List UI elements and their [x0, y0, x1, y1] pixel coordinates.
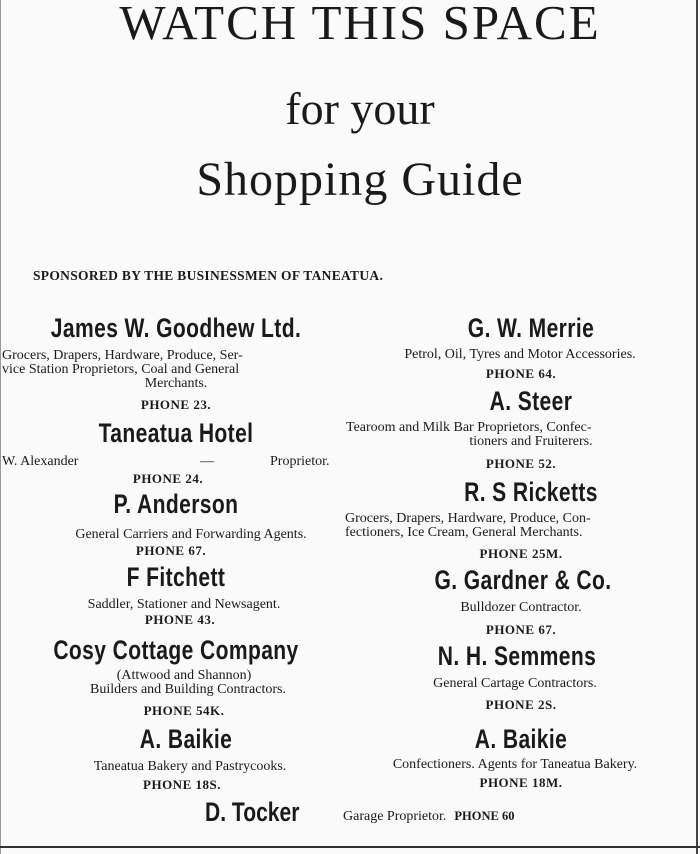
- phone-cosy-cottage: PHONE 54K.: [143, 703, 225, 718]
- business-desc-hotel-role: Proprietor.: [270, 454, 330, 469]
- business-desc-ricketts-1: Grocers, Drapers, Hardware, Produce, Con-: [345, 511, 591, 526]
- headline-watch-this-space: WATCH THIS SPACE: [119, 0, 601, 50]
- business-desc-tocker: [343, 809, 515, 825]
- phone-merrie: PHONE 64.: [485, 366, 557, 381]
- business-desc-gardner: Bulldozer Contractor.: [460, 600, 582, 615]
- phone-semmens: PHONE 2S.: [485, 697, 557, 712]
- business-name-gardner: G. Gardner & Co.: [434, 565, 612, 595]
- business-name-goodhew: James W. Goodhew Ltd.: [50, 313, 302, 343]
- business-desc-ricketts-2: fectioners, Ice Cream, General Merchants.: [345, 525, 583, 540]
- phone-fitchett: PHONE 43.: [144, 612, 216, 627]
- bottom-border-rule: [0, 846, 700, 848]
- business-desc-hotel-dash: —: [200, 454, 214, 469]
- business-desc-baikie-left: Taneatua Bakery and Pastrycooks.: [93, 759, 287, 774]
- phone-tocker: PHONE 60: [454, 809, 515, 823]
- phone-gardner: PHONE 67.: [485, 622, 557, 637]
- business-name-ricketts: R. S Ricketts: [464, 477, 598, 507]
- business-desc-tocker-text: Garage Proprietor.: [343, 809, 447, 824]
- business-desc-steer-2: tioners and Fruiterers.: [469, 434, 593, 449]
- phone-hotel: PHONE 24.: [132, 471, 204, 486]
- phone-steer: PHONE 52.: [485, 456, 557, 471]
- business-desc-semmens: General Cartage Contractors.: [433, 676, 597, 691]
- business-desc-anderson: General Carriers and Forwarding Agents.: [75, 527, 307, 542]
- business-name-taneatua-hotel: Taneatua Hotel: [98, 418, 254, 448]
- business-name-anderson: P. Anderson: [113, 489, 239, 519]
- business-desc-fitchett: Saddler, Stationer and Newsagent.: [87, 597, 281, 612]
- headline-shopping-guide: Shopping Guide: [196, 153, 524, 206]
- business-desc-merrie: Petrol, Oil, Tyres and Motor Accessories.: [404, 347, 636, 362]
- business-name-baikie-left: A. Baikie: [139, 724, 233, 754]
- business-desc-goodhew-1: Grocers, Drapers, Hardware, Produce, Ser-: [2, 348, 243, 363]
- business-desc-cosy-cottage-2: Builders and Building Contractors.: [90, 682, 286, 697]
- business-name-baikie-right: A. Baikie: [474, 724, 568, 754]
- business-desc-steer-1: Tearoom and Milk Bar Proprietors, Confec-: [346, 420, 592, 435]
- business-name-cosy-cottage: Cosy Cottage Company: [53, 635, 299, 665]
- left-border-rule: [0, 0, 1, 854]
- business-name-steer: A. Steer: [489, 386, 573, 416]
- phone-baikie-right: PHONE 18M.: [479, 775, 563, 790]
- phone-goodhew: PHONE 23.: [140, 397, 212, 412]
- business-name-merrie: G. W. Merrie: [467, 313, 595, 343]
- business-desc-goodhew-2: vice Station Proprietors, Coal and General: [2, 362, 240, 377]
- phone-ricketts: PHONE 25M.: [479, 546, 563, 561]
- sponsor-line: SPONSORED BY THE BUSINESSMEN OF TANEATUA.: [33, 268, 384, 283]
- business-name-fitchett: F Fitchett: [126, 562, 226, 592]
- business-name-semmens: N. H. Semmens: [437, 641, 597, 671]
- business-desc-goodhew-3: Merchants.: [144, 376, 208, 391]
- phone-anderson: PHONE 67.: [135, 543, 207, 558]
- phone-baikie-left: PHONE 18S.: [143, 777, 221, 792]
- business-name-tocker: D. Tocker: [205, 797, 300, 827]
- headline-for-your: for your: [285, 83, 435, 134]
- business-desc-hotel-owner: W. Alexander: [2, 454, 79, 469]
- business-desc-cosy-cottage-1: (Attwood and Shannon): [116, 668, 252, 683]
- business-desc-baikie-right: Confectioners. Agents for Taneatua Bakery.: [392, 757, 638, 772]
